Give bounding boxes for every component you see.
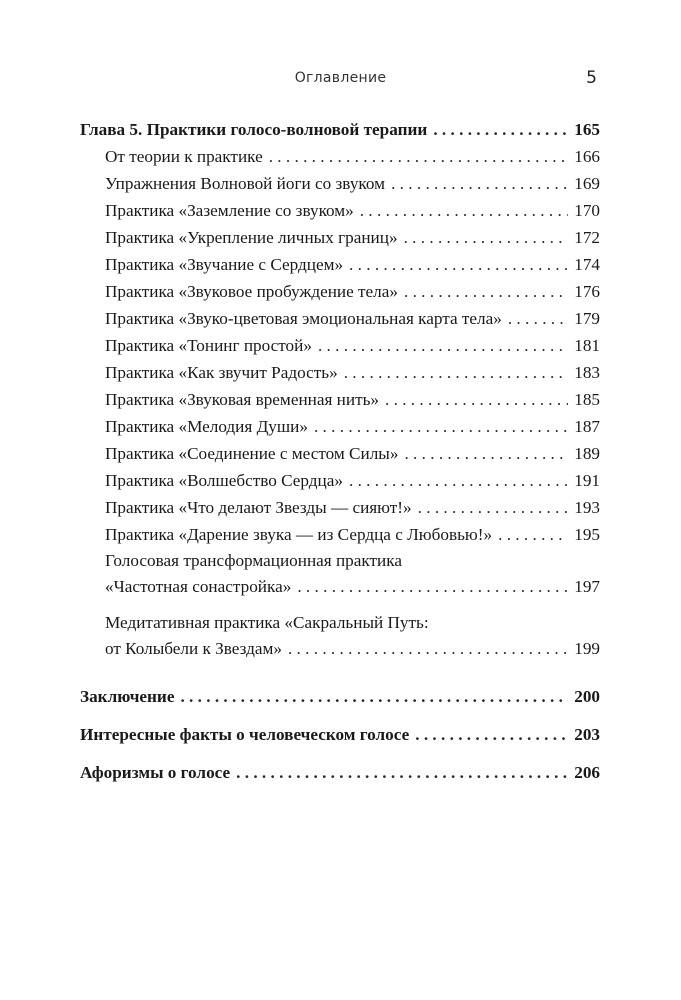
- running-header: [0, 70, 681, 94]
- toc-entry-title: Интересные факты о человеческом голосе: [80, 725, 410, 744]
- toc-entry-page: 179: [574, 309, 600, 328]
- toc-entry-title: От теории к практике: [105, 147, 263, 166]
- toc-entry-title-line2: от Колыбели к Звездам»: [105, 639, 282, 658]
- toc-entry-title: Практика «Волшебство Сердца»: [105, 471, 343, 490]
- toc-entry-title-line1: Медитативная практика «Сакральный Путь:: [105, 613, 429, 632]
- toc-entry-title: Практика «Звуковое пробуждение тела»: [105, 282, 398, 301]
- toc-entry-page: 166: [574, 147, 600, 166]
- toc-leader-dots: [404, 440, 568, 467]
- toc-item-two-line[interactable]: [80, 610, 600, 662]
- toc-item[interactable]: [80, 359, 600, 386]
- toc-entry-page: 174: [574, 255, 600, 274]
- toc-leader-dots: [360, 197, 568, 224]
- toc-item[interactable]: [80, 224, 600, 251]
- toc-entry-page: 206: [574, 763, 600, 782]
- toc-item[interactable]: [80, 278, 600, 305]
- toc-entry-title: Афоризмы о голосе: [80, 763, 231, 782]
- toc-entry-page: 189: [574, 444, 600, 463]
- toc-leader-dots: [314, 413, 568, 440]
- toc-entry-title: Практика «Как звучит Радость»: [105, 363, 338, 382]
- table-of-contents: [80, 116, 600, 792]
- toc-entry-page: 170: [574, 201, 600, 220]
- toc-entry-page: 172: [574, 228, 600, 247]
- toc-entry-page: 195: [574, 525, 600, 544]
- toc-item[interactable]: [80, 143, 600, 170]
- running-title: Оглавление: [294, 70, 387, 86]
- toc-item[interactable]: [80, 521, 600, 548]
- toc-entry-title: Практика «Дарение звука — из Сердца с Любовью!»: [105, 525, 493, 544]
- toc-entry-title: Практика «Заземление со звуком»: [105, 201, 354, 220]
- toc-entry-page: 200: [574, 687, 600, 706]
- toc-item[interactable]: [80, 440, 600, 467]
- toc-entry-title: Заключение: [80, 687, 175, 706]
- toc-item[interactable]: [80, 332, 600, 359]
- toc-leader-dots: [385, 386, 568, 413]
- toc-leader-dots: [297, 574, 568, 600]
- toc-leader-dots: [349, 467, 568, 494]
- toc-entry-title: Практика «Мелодия Души»: [105, 417, 308, 436]
- toc-leader-dots: [404, 278, 568, 305]
- toc-entry-page: 193: [574, 498, 600, 517]
- toc-entry-title: Упражнения Волновой йоги со звуком: [105, 174, 386, 193]
- toc-leader-dots: [498, 521, 568, 548]
- toc-leader-dots: [433, 116, 568, 143]
- toc-leader-dots: [415, 716, 568, 754]
- toc-section-voice-facts[interactable]: [80, 716, 600, 754]
- toc-entry-page: 165: [574, 120, 600, 139]
- toc-leader-dots: [269, 143, 568, 170]
- toc-leader-dots: [288, 636, 568, 662]
- toc-entry-title: Глава 5. Практики голосо-волновой терапии: [80, 120, 428, 139]
- toc-entry-page: 197: [574, 577, 600, 596]
- toc-item[interactable]: [80, 413, 600, 440]
- toc-leader-dots: [349, 251, 568, 278]
- toc-leader-dots: [236, 754, 568, 792]
- toc-item[interactable]: [80, 170, 600, 197]
- toc-entry-title: Практика «Звуковая временная нить»: [105, 390, 380, 409]
- toc-entry-title: Практика «Что делают Звезды — сияют!»: [105, 498, 412, 517]
- toc-entry-page: 169: [574, 174, 600, 193]
- toc-leader-dots: [508, 305, 568, 332]
- page-number: 5: [586, 68, 597, 88]
- toc-entry-page: 183: [574, 363, 600, 382]
- toc-entry-title-line2: «Частотная сонастройка»: [105, 577, 292, 596]
- toc-entry-page: 181: [574, 336, 600, 355]
- toc-item[interactable]: [80, 386, 600, 413]
- toc-entry-page: 203: [574, 725, 600, 744]
- toc-entry-title: Практика «Звуко-цветовая эмоциональная карта тела»: [105, 309, 502, 328]
- toc-entry-title-line1: Голосовая трансформационная практика: [105, 551, 402, 570]
- toc-entry-page: 187: [574, 417, 600, 436]
- toc-leader-dots: [318, 332, 568, 359]
- toc-entry-title: Практика «Тонинг простой»: [105, 336, 312, 355]
- toc-item[interactable]: [80, 467, 600, 494]
- toc-section-conclusion[interactable]: [80, 678, 600, 716]
- toc-item[interactable]: [80, 494, 600, 521]
- toc-leader-dots: [404, 224, 568, 251]
- toc-entry-title: Практика «Звучание с Сердцем»: [105, 255, 344, 274]
- toc-leader-dots: [344, 359, 568, 386]
- toc-chapter-5[interactable]: [80, 116, 600, 143]
- toc-entry-page: 191: [574, 471, 600, 490]
- toc-leader-dots: [391, 170, 568, 197]
- toc-entry-title: Практика «Соединение с местом Силы»: [105, 444, 399, 463]
- toc-entry-page: 185: [574, 390, 600, 409]
- toc-leader-dots: [180, 678, 568, 716]
- toc-entry-page: 176: [574, 282, 600, 301]
- toc-item[interactable]: [80, 197, 600, 224]
- toc-entry-title: Практика «Укрепление личных границ»: [105, 228, 398, 247]
- toc-section-aphorisms[interactable]: [80, 754, 600, 792]
- toc-item[interactable]: [80, 305, 600, 332]
- toc-leader-dots: [418, 494, 568, 521]
- toc-item-two-line[interactable]: [80, 548, 600, 600]
- toc-item[interactable]: [80, 251, 600, 278]
- toc-entry-page: 199: [574, 639, 600, 658]
